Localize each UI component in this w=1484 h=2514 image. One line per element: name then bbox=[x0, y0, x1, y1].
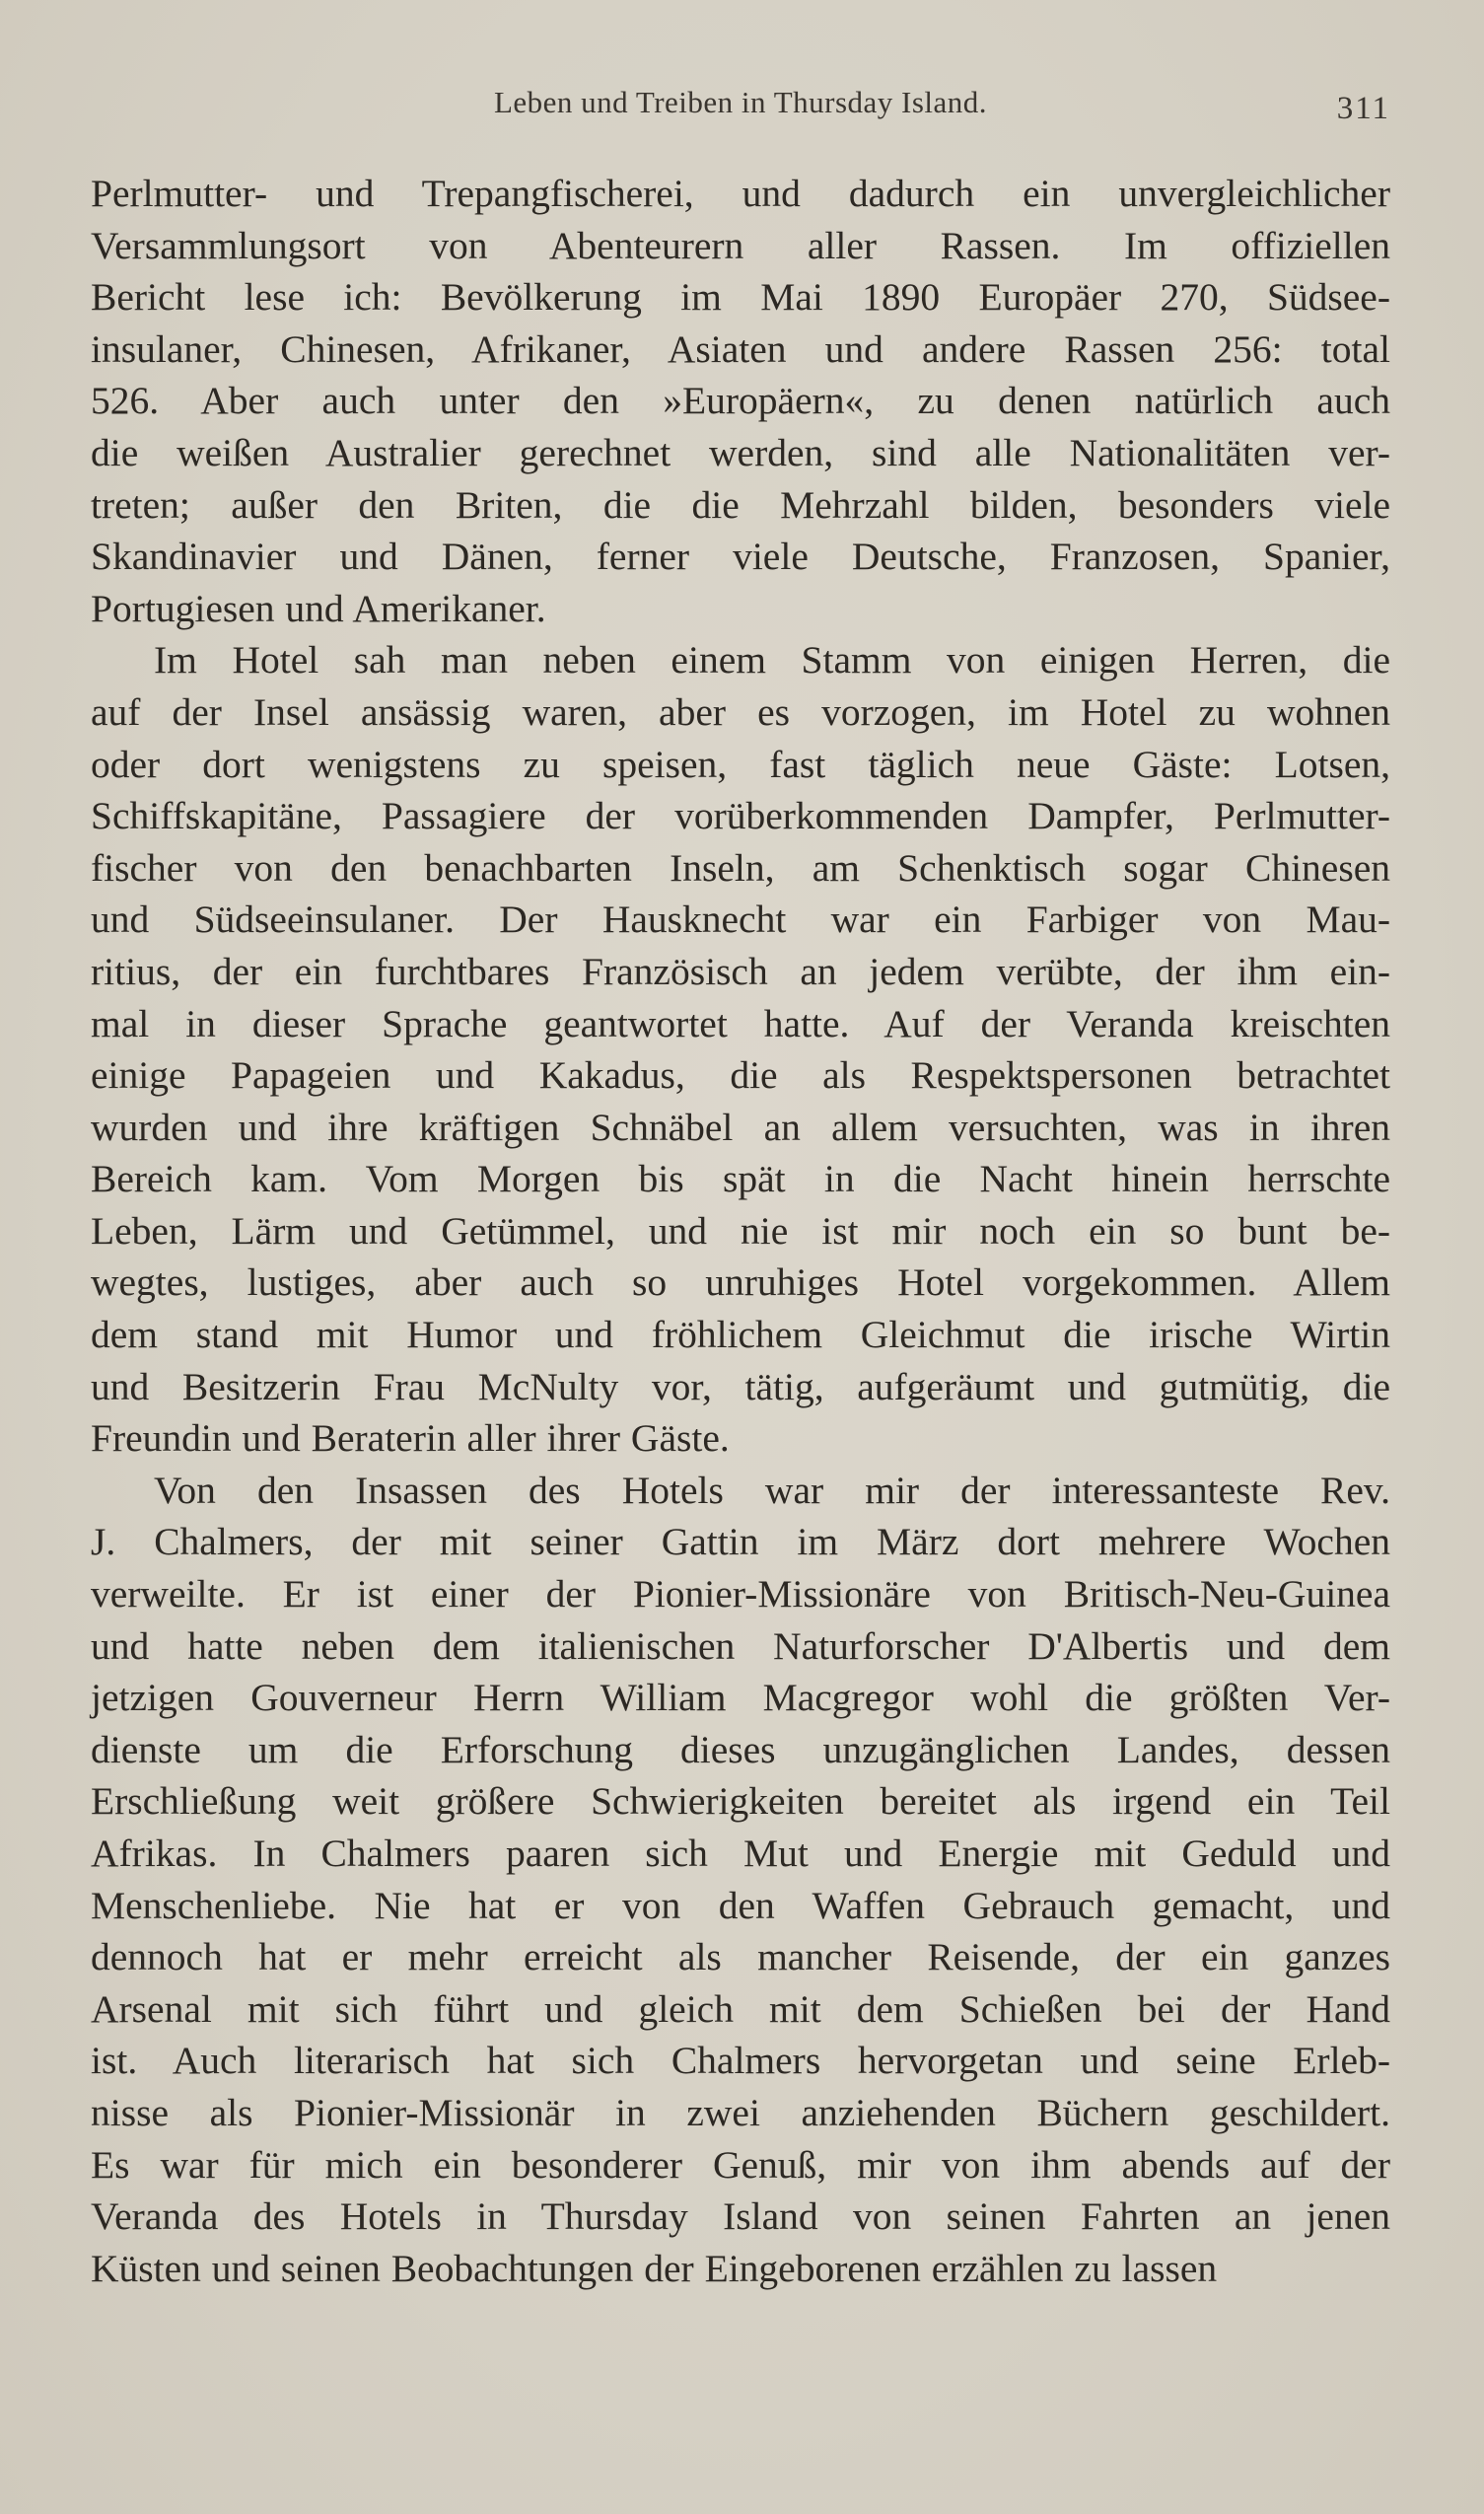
text-line: Leben, Lärm und Getümmel, und nie ist mir noch ein so bunt be- bbox=[91, 1208, 1390, 1253]
text-line: auf der Insel ansässig waren, aber es vorzogen, im Hotel zu wohnen bbox=[91, 689, 1390, 734]
text-line: verweilte. Er ist einer der Pionier-Missionäre von Britisch-Neu-Guinea bbox=[91, 1572, 1390, 1616]
text-line: Bericht lese ich: Bevölkerung im Mai 1890 Europäer 270, Südsee- bbox=[91, 275, 1390, 320]
text-line: dienste um die Erforschung dieses unzugänglichen Landes, dessen bbox=[91, 1727, 1390, 1771]
text-line: Versammlungsort von Abenteurern aller Rassen. Im offiziellen bbox=[91, 223, 1390, 267]
text-line: Bereich kam. Vom Morgen bis spät in die Nacht hinein herrschte bbox=[91, 1157, 1390, 1201]
text-line: dem stand mit Humor und fröhlichem Gleichmut die irische Wirtin bbox=[91, 1313, 1390, 1357]
text-line: ritius, der ein furchtbares Französisch an jedem verübte, der ihm ein- bbox=[91, 949, 1390, 993]
text-line: Arsenal mit sich führt und gleich mit dem Schießen bei der Hand bbox=[91, 1986, 1390, 2031]
text-line: und Südseeinsulaner. Der Hausknecht war ein Farbiger von Mau- bbox=[91, 898, 1390, 942]
text-line: Skandinavier und Dänen, ferner viele Deutsche, Franzosen, Spanier, bbox=[91, 535, 1390, 579]
text-line: Freundin und Beraterin aller ihrer Gäste. bbox=[91, 1416, 730, 1461]
text-line: und hatte neben dem italienischen Naturforscher D'Albertis und dem bbox=[91, 1623, 1390, 1668]
text-line: insulaner, Chinesen, Afrikaner, Asiaten und andere Rassen 256: total bbox=[91, 326, 1390, 371]
text-line: Schiffskapitäne, Passagiere der vorüberkommenden Dampfer, Perlmutter- bbox=[91, 794, 1390, 838]
text-line: jetzigen Gouverneur Herrn William Macgregor wohl die größten Ver- bbox=[91, 1676, 1390, 1720]
text-line: Portugiesen und Amerikaner. bbox=[91, 586, 546, 630]
text-line: ist. Auch literarisch hat sich Chalmers hervorgetan und seine Erleb- bbox=[91, 2039, 1390, 2083]
text-line: Erschließung weit größere Schwierigkeiten bereitet als irgend ein Teil bbox=[91, 1779, 1390, 1824]
text-line: nisse als Pionier-Missionär in zwei anziehenden Büchern geschildert. bbox=[91, 2090, 1390, 2134]
text-line: treten; außer den Briten, die die Mehrzahl bilden, besonders viele bbox=[91, 482, 1390, 527]
text-line: einige Papageien und Kakadus, die als Respektspersonen betrachtet bbox=[91, 1053, 1390, 1098]
text-line: Veranda des Hotels in Thursday Island von seinen Fahrten an jenen bbox=[91, 2194, 1390, 2239]
text-line: Küsten und seinen Beobachtungen der Eingeborenen erzählen zu lassen bbox=[91, 2246, 1218, 2290]
page-number: 311 bbox=[1336, 91, 1390, 126]
text-line: Es war für mich ein besonderer Genuß, mir von ihm abends auf der bbox=[91, 2142, 1390, 2187]
text-line: dennoch hat er mehr erreicht als mancher Reisende, der ein ganzes bbox=[91, 1935, 1390, 1979]
running-title: Leben und Treiben in Thursday Island. bbox=[493, 85, 988, 119]
text-line: oder dort wenigstens zu speisen, fast täglich neue Gäste: Lotsen, bbox=[91, 742, 1390, 786]
text-line: Afrikas. In Chalmers paaren sich Mut und Energie mit Geduld und bbox=[91, 1832, 1390, 1875]
text-line: fischer von den benachbarten Inseln, am Schenktisch sogar Chinesen bbox=[91, 845, 1390, 890]
text-line: mal in dieser Sprache geantwortet hatte. Auf der Veranda kreischten bbox=[91, 1001, 1390, 1045]
text-line: die weißen Australier gerechnet werden, sind alle Nationalitäten ver- bbox=[91, 430, 1390, 474]
running-head bbox=[91, 85, 1390, 124]
text-line: und Besitzerin Frau McNulty vor, tätig, aufgeräumt und gutmütig, die bbox=[91, 1364, 1390, 1408]
text-line: Menschenliebe. Nie hat er von den Waffen Gebrauch gemacht, und bbox=[91, 1883, 1390, 1927]
text-line: Von den Insassen des Hotels war mir der interessanteste Rev. bbox=[154, 1468, 1390, 1512]
text-line: Perlmutter- und Trepangfischerei, und dadurch ein unvergleichlicher bbox=[91, 172, 1390, 215]
text-line: Im Hotel sah man neben einem Stamm von einigen Herren, die bbox=[154, 638, 1390, 682]
text-line: J. Chalmers, der mit seiner Gattin im März dort mehrere Wochen bbox=[91, 1520, 1390, 1564]
text-line: wegtes, lustiges, aber auch so unruhiges Hotel vorgekommen. Allem bbox=[91, 1260, 1390, 1305]
text-line: 526. Aber auch unter den »Europäern«, zu denen natürlich auch bbox=[91, 379, 1390, 423]
body-text bbox=[91, 168, 1390, 2294]
text-line: wurden und ihre kräftigen Schnäbel an allem versuchten, was in ihren bbox=[91, 1105, 1390, 1149]
